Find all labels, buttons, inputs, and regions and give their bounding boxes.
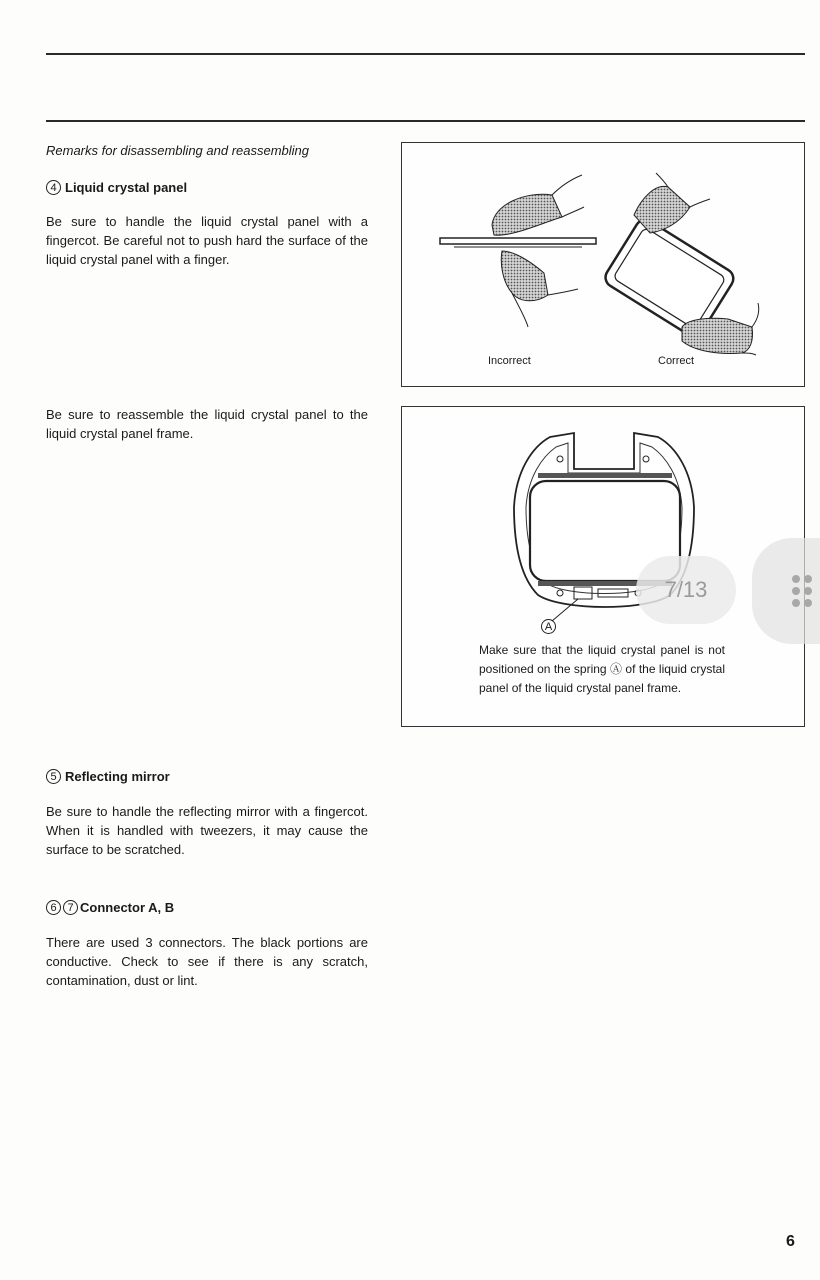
marker-a: A: [541, 619, 556, 634]
grip-dots-icon[interactable]: [792, 575, 820, 611]
lcd-reassemble-text: Be sure to reassemble the liquid crystal panel to the liquid crystal panel frame.: [46, 407, 368, 441]
page-indicator: 7/13: [636, 556, 736, 624]
fingercot-illustration: [402, 143, 804, 386]
lower-finger: [501, 251, 548, 301]
section-rule: [46, 120, 805, 122]
spring-caption: Make sure that the liquid crystal panel is not positioned on the spring Ⓐ of the liquid crystal panel of the liquid crystal panel frame.: [479, 643, 725, 695]
connector-title: Connector A, B: [80, 900, 175, 915]
top-rule: [46, 53, 805, 55]
mirror-text: Be sure to handle the reflecting mirror with a fingercot. When it is handled with tweezers, it may cause the surface to be scratched.: [46, 804, 368, 857]
page-number: 6: [786, 1233, 795, 1250]
remarks-title: Remarks for disassembling and reassembling: [46, 143, 310, 158]
bottom-finger: [682, 318, 753, 353]
step-number-5: 5: [46, 769, 61, 784]
connector-text: There are used 3 connectors. The black portions are conductive. Check to see if there is any scratch, contamination, dust or lint.: [46, 935, 368, 988]
step-number-4: 4: [46, 180, 61, 195]
incorrect-label: Incorrect: [488, 355, 531, 367]
mirror-heading: [46, 769, 170, 784]
lcd-title: Liquid crystal panel: [65, 180, 188, 195]
upper-finger: [492, 194, 562, 235]
step-number-7: 7: [63, 900, 78, 915]
connector-heading: [46, 900, 174, 915]
lcd-frame-illustration: [402, 407, 804, 642]
correct-label: Correct: [658, 355, 695, 367]
lcd-heading: [46, 180, 187, 195]
panel-side-view: [440, 238, 596, 244]
lcd-handling-text: Be sure to handle the liquid crystal panel with a fingercot. Be careful not to push hard the surface of the liquid crystal panel with a finger.: [46, 214, 368, 267]
step-number-6: 6: [46, 900, 61, 915]
handling-figure: [401, 142, 805, 387]
mirror-title: Reflecting mirror: [65, 769, 170, 784]
frame-figure: [401, 406, 805, 727]
